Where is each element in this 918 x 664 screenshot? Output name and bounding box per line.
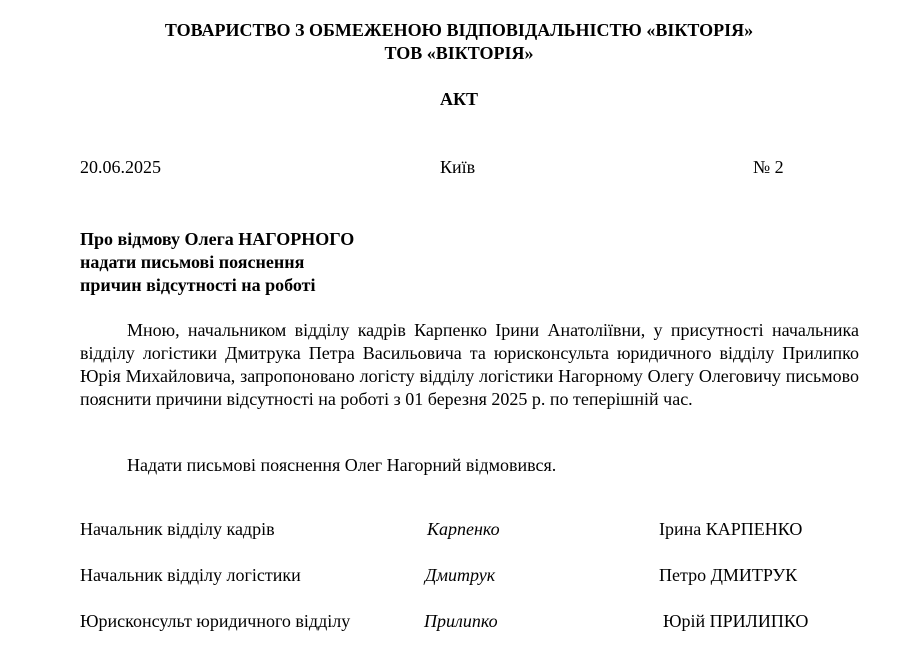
handwritten-signature: Прилипко [424, 611, 498, 631]
signatory-name: Петро ДМИТРУК [659, 565, 798, 585]
subject-line: Про відмову Олега НАГОРНОГО [80, 229, 355, 249]
document-city: Київ [440, 157, 476, 177]
handwritten-signature: Дмитрук [425, 565, 496, 585]
document-number: № 2 [753, 157, 784, 177]
body-paragraph-refusal: Надати письмові пояснення Олег Нагорний відмовився. [127, 455, 557, 475]
signatory-role: Начальник відділу логістики [80, 565, 301, 585]
signatory-name: Ірина КАРПЕНКО [659, 519, 803, 539]
signatory-role: Начальник відділу кадрів [80, 519, 275, 539]
body-paragraph-main: Мною, начальником відділу кадрів Карпенко Ірини Анатоліївни, у присутності начальника відділу логістики Дмитрука Петра Васильовича та юрисконсульта юридичного відділу Прилипко Юрія Михайловича, запропоновано логісту відділу логістики Нагорному Олегу Олеговичу письмово пояснити причини відсутності на роботі з 01 березня 2025 р. по теперішній час. [80, 320, 859, 409]
document-subject [80, 228, 354, 297]
organization-full-name: ТОВАРИСТВО З ОБМЕЖЕНОЮ ВІДПОВІДАЛЬНІСТЮ «ВІКТОРІЯ» [164, 20, 754, 40]
organization-short-name: ТОВ «ВІКТОРІЯ» [384, 43, 534, 63]
document-title: АКТ [439, 89, 479, 109]
subject-line: надати письмові пояснення [80, 252, 305, 272]
signatory-role: Юрисконсульт юридичного відділу [80, 611, 351, 631]
handwritten-signature: Карпенко [427, 519, 500, 539]
signatory-name: Юрій ПРИЛИПКО [663, 611, 809, 631]
subject-line: причин відсутності на роботі [80, 275, 316, 295]
document-date: 20.06.2025 [80, 157, 161, 177]
